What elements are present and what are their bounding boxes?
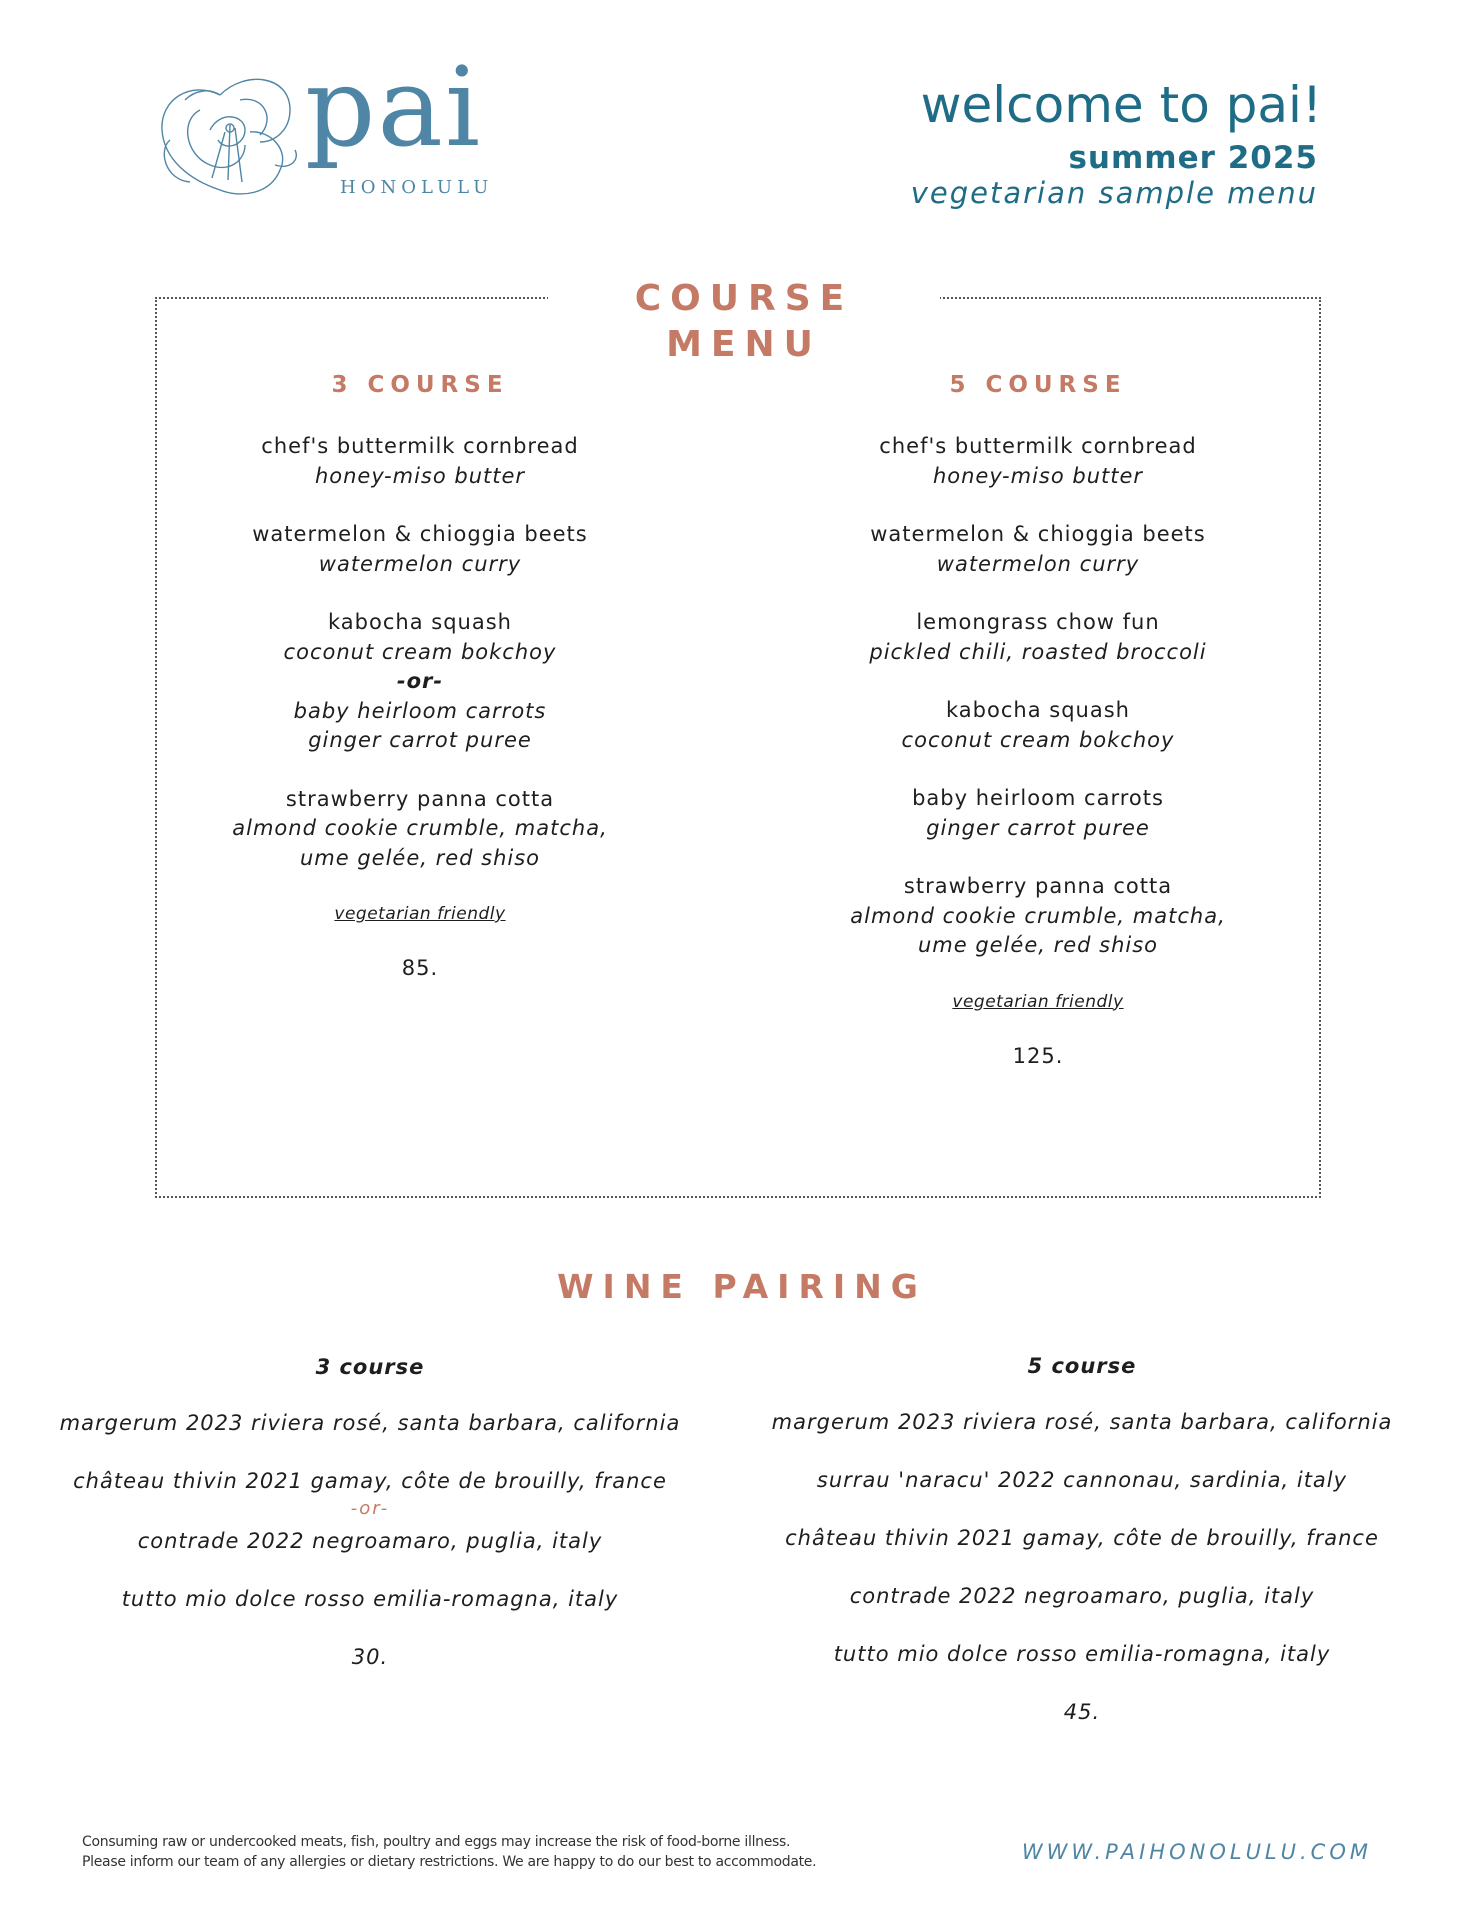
wine-pairing-heading: WINE PAIRING (557, 1267, 927, 1306)
wine-or-separator: -or- (350, 1498, 390, 1519)
disclaimer-line: Consuming raw or undercooked meats, fish, poultry and eggs may increase the risk of food-borne illness. (82, 1834, 791, 1850)
welcome-title: welcome to pai! (920, 76, 1322, 134)
dish-desc: honey-miso butter (314, 463, 526, 488)
dish-desc: ume gelée, red shiso (299, 845, 541, 870)
three-course-wine-price: 30. (351, 1645, 389, 1669)
disclaimer-line: Please inform our team of any allergies or dietary restrictions. We are happy to do our best to accommodate. (82, 1854, 817, 1870)
dish-desc: coconut cream bokchoy (901, 727, 1175, 752)
menu-subtitle: vegetarian sample menu (910, 176, 1318, 210)
logo-wordmark: pai (305, 43, 483, 171)
dish (160, 785, 680, 874)
wine-item: château thivin 2021 gamay, côte de brouilly, france (785, 1526, 1379, 1550)
five-course-wine-title: 5 course (1027, 1354, 1137, 1378)
wine-item: château thivin 2021 gamay, côte de brouilly, france (73, 1469, 667, 1493)
dish-name: strawberry panna cotta (903, 874, 1173, 898)
dish-alt-desc: baby heirloom carrots (293, 698, 547, 723)
three-course-wine-column (0, 1352, 740, 1672)
dish (160, 608, 680, 756)
wine-item: margerum 2023 riviera rosé, santa barbara, california (771, 1410, 1393, 1434)
dish (778, 784, 1298, 843)
wine-item: tutto mio dolce rosso emilia-romagna, italy (121, 1587, 619, 1611)
dish-desc: watermelon curry (936, 551, 1140, 576)
dish-name: kabocha squash (946, 698, 1130, 722)
season-label: summer 2025 (1068, 140, 1318, 176)
website-link[interactable]: WWW.PAIHONOLULU.COM (1021, 1840, 1372, 1864)
dish-name: kabocha squash (328, 610, 512, 634)
dish-name: strawberry panna cotta (285, 786, 555, 811)
logo-location: HONOLULU (340, 177, 494, 198)
five-course-wine-price: 45. (1063, 1700, 1101, 1724)
wine-item: tutto mio dolce rosso emilia-romagna, italy (833, 1642, 1331, 1666)
wine-item: surrau 'naracu' 2022 cannonau, sardinia, italy (816, 1468, 1348, 1492)
dish-name: baby heirloom carrots (912, 786, 1164, 810)
dish (778, 872, 1298, 961)
dish-desc: pickled chili, roasted broccoli (869, 639, 1207, 664)
five-course-title: 5 COURSE (949, 372, 1127, 398)
three-course-wine-title: 3 course (315, 1355, 425, 1379)
dish-name: chef's buttermilk cornbread (879, 434, 1197, 458)
vegetarian-tag: vegetarian friendly (334, 904, 506, 924)
dish (778, 520, 1298, 579)
vegetarian-tag: vegetarian friendly (952, 991, 1124, 1012)
wine-item: margerum 2023 riviera rosé, santa barbara, california (59, 1411, 681, 1435)
dish-desc: almond cookie crumble, matcha, (850, 903, 1226, 928)
wine-item: contrade 2022 negroamaro, puglia, italy (137, 1529, 603, 1553)
five-course-price: 125. (1012, 1043, 1064, 1068)
five-course-wine-column (712, 1351, 1452, 1727)
dish-desc: ginger carrot puree (926, 815, 1150, 840)
dish-name: lemongrass chow fun (916, 610, 1160, 634)
three-course-price: 85. (401, 956, 439, 980)
five-course-column (778, 370, 1298, 1068)
dish-name: watermelon & chioggia beets (870, 522, 1206, 546)
dish-desc: coconut cream bokchoy (283, 639, 557, 664)
three-course-title: 3 COURSE (331, 372, 509, 398)
dish-desc: ume gelée, red shiso (917, 933, 1159, 957)
dish (160, 432, 680, 491)
course-menu-heading: COURSE MENU (548, 276, 940, 368)
three-course-column (160, 370, 680, 980)
dish (778, 608, 1298, 667)
dish-name: chef's buttermilk cornbread (261, 434, 579, 458)
dish-desc: honey-miso butter (932, 463, 1144, 488)
dish (778, 696, 1298, 755)
wine-item: contrade 2022 negroamaro, puglia, italy (849, 1584, 1315, 1608)
dish (160, 520, 680, 579)
dish-desc: almond cookie crumble, matcha, (232, 816, 608, 840)
food-safety-disclaimer (82, 1832, 816, 1872)
or-separator: -or- (396, 669, 444, 693)
dish (778, 432, 1298, 491)
dish-name: watermelon & chioggia beets (252, 522, 588, 546)
dish-desc: watermelon curry (318, 551, 522, 576)
dish-alt-desc: ginger carrot puree (308, 728, 532, 752)
